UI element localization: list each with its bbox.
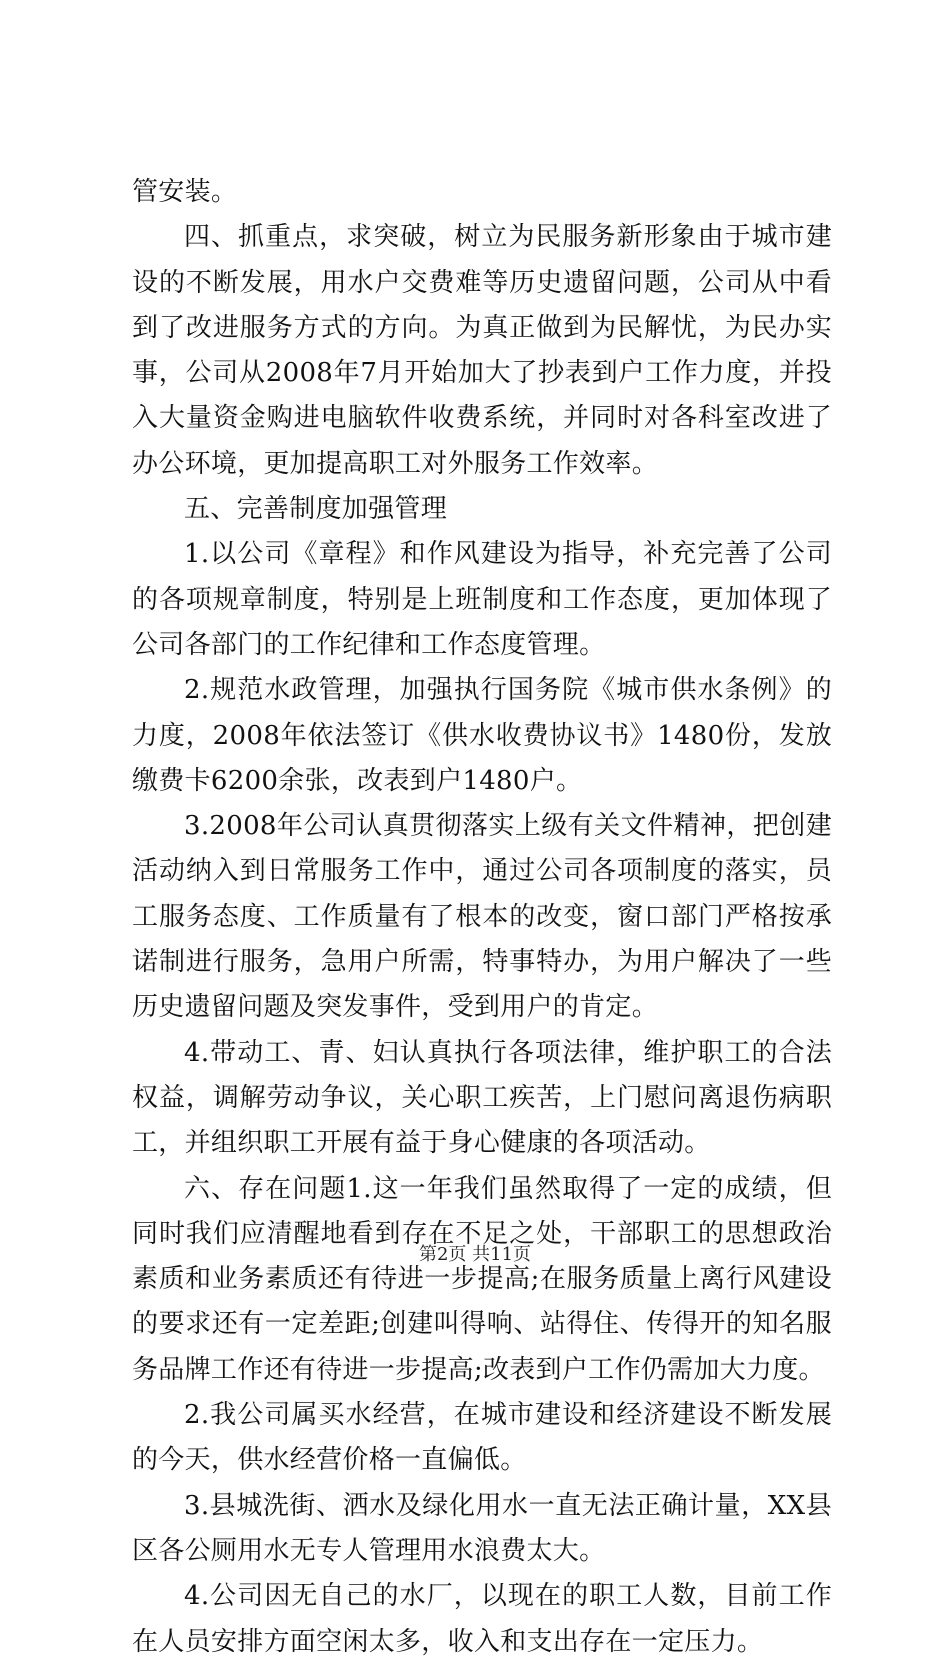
paragraph: 2.规范水政管理，加强执行国务院《城市供水条例》的力度，2008年依法签订《供水收费协议书》1480份，发放缴费卡6200余张，改表到户1480户。 [132,675,832,796]
paragraph: 3.县城洗街、洒水及绿化用水一直无法正确计量，XX县区各公厕用水无专人管理用水浪费太大。 [132,1490,832,1566]
paragraph: 4.带动工、青、妇认真执行各项法律，维护职工的合法权益，调解劳动争议，关心职工疾苦，上门慰问离退伤病职工，并组织职工开展有益于身心健康的各项活动。 [132,1037,832,1159]
paragraph: 1.以公司《章程》和作风建设为指导，补充完善了公司的各项规章制度，特别是上班制度和工作态度，更加体现了公司各部门的工作纪律和工作态度管理。 [132,539,832,660]
section-heading: 五、完善制度加强管理 [184,494,448,525]
paragraph: 六、存在问题1.这一年我们虽然取得了一定的成绩，但同时我们应清醒地看到存在不足之处，干部职工的思想政治素质和业务素质还有待进一步提高;在服务质量上离行风建设的要求还有一定差距;创建叫得响、站得住、传得开的知名服务品牌工作还有待进一步提高;改表到户工作仍需加大力度。 [132,1173,832,1385]
paragraph: 四、抓重点，求突破，树立为民服务新形象由于城市建设的不断发展，用水户交费难等历史遗留问题，公司从中看到了改进服务方式的方向。为真正做到为民解忧，为民办实事，公司从2008年7月开始加大了抄表到户工作力度，并投入大量资金购进电脑软件收费系统，并同时对各科室改进了办公环境，更加提高职工对外服务工作效率。 [132,222,832,479]
paragraph: 4.公司因无自己的水厂，以现在的职工人数，目前工作在人员安排方面空闲太多，收入和支出存在一定压力。 [132,1581,832,1657]
page-number-footer: 第2页 共11页 [418,1244,532,1265]
paragraph: 3.2008年公司认真贯彻落实上级有关文件精神，把创建活动纳入到日常服务工作中，通过公司各项制度的落实，员工服务态度、工作质量有了根本的改变，窗口部门严格按承诺制进行服务，急用户所需，特事特办，为用户解决了一些历史遗留问题及突发事件，受到用户的肯定。 [132,811,832,1023]
paragraph: 2.我公司属买水经营，在城市建设和经济建设不断发展的今天，供水经营价格一直偏低。 [132,1400,832,1476]
document-body [132,170,832,1665]
paragraph: 管安装。 [132,177,238,207]
